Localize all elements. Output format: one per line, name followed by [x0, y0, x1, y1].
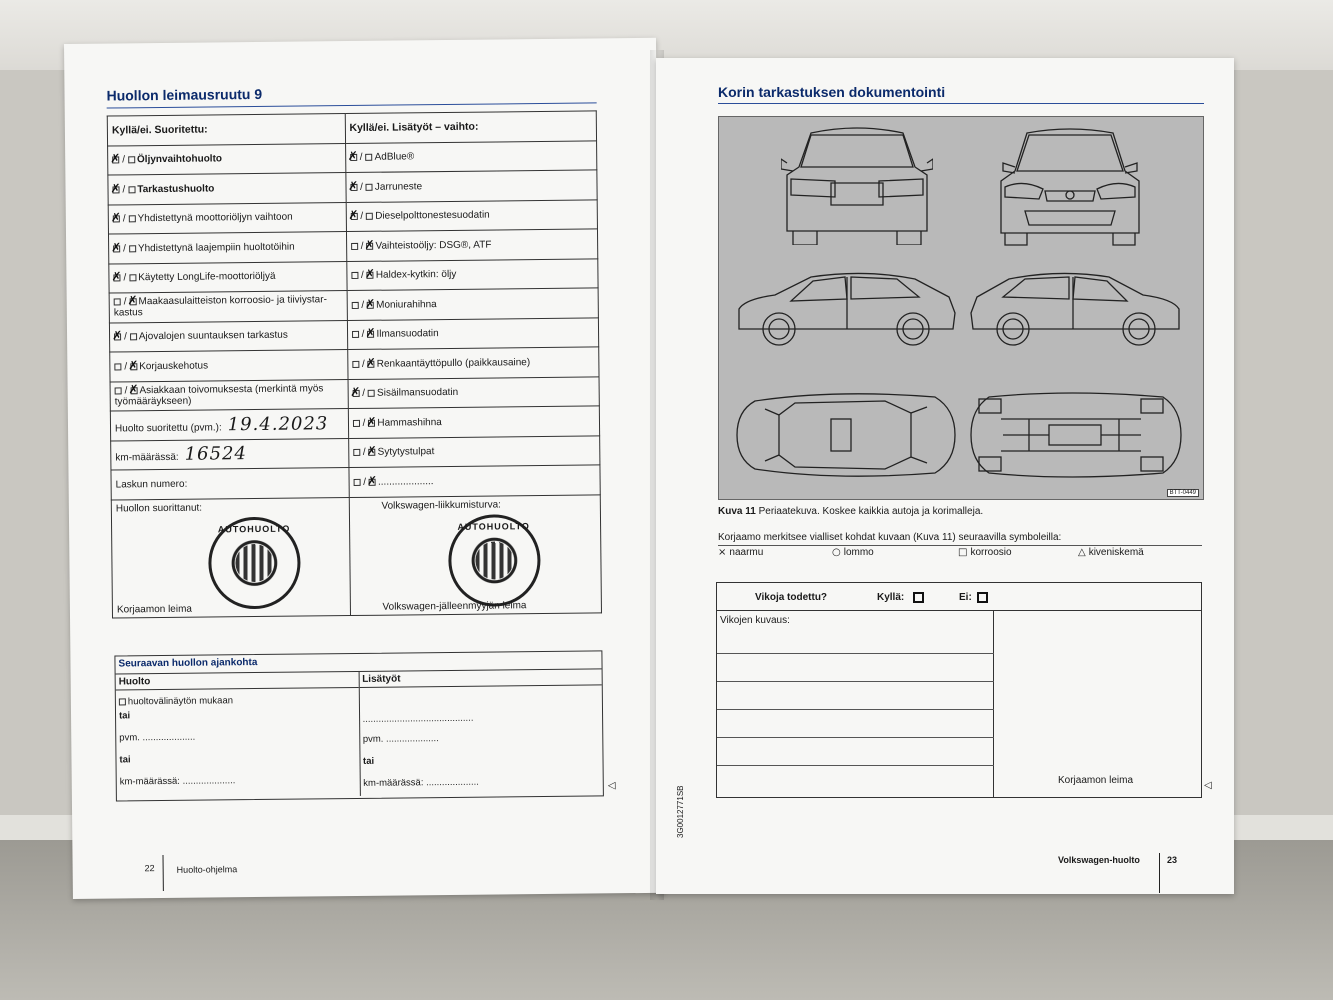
- slash-separator: /: [124, 385, 128, 397]
- footer-divider: [1159, 853, 1160, 893]
- defects-header: [717, 583, 1201, 611]
- performer-cell-label: Huollon suorittanut:: [115, 502, 203, 514]
- yes-checkbox[interactable]: [115, 387, 122, 394]
- no-checkbox[interactable]: [367, 272, 374, 279]
- traffic-cell-stamp-label: Volkswagen-jälleenmyyjän leima: [382, 599, 527, 613]
- extra-label: Moniurahihna: [376, 298, 437, 311]
- done-label: Ajovalojen suuntauksen tarkastus: [138, 329, 288, 343]
- page-title: Korin tarkastuksen dokumentointi: [718, 84, 946, 100]
- symbol-glyph-icon: △: [1078, 547, 1086, 558]
- km-field-value: 16524: [184, 443, 248, 466]
- no-checkbox[interactable]: [367, 301, 374, 308]
- writing-line: [717, 709, 994, 710]
- invoice-field[interactable]: [111, 468, 349, 500]
- no-checkbox[interactable]: [366, 154, 373, 161]
- slash-separator: /: [360, 181, 363, 193]
- figure-id: BTT-0449: [1167, 489, 1199, 497]
- extra-label: Sisäilmansuodatin: [376, 387, 459, 399]
- extra-item[interactable]: [346, 258, 598, 290]
- yes-checkbox[interactable]: [351, 272, 358, 279]
- slash-separator: /: [360, 211, 364, 223]
- extra-label: Jarruneste: [374, 181, 423, 193]
- yes-checkbox[interactable]: [112, 186, 119, 193]
- done-item[interactable]: [108, 202, 346, 234]
- yes-checkbox[interactable]: [352, 361, 359, 368]
- figure-caption: [718, 506, 983, 517]
- symbol-label: korroosio: [970, 547, 1012, 558]
- car-underbody-view[interactable]: [969, 389, 1183, 481]
- slash-separator: /: [359, 152, 363, 164]
- next-col-header: Huolto: [116, 672, 359, 691]
- writing-line: [717, 765, 994, 766]
- no-checkbox[interactable]: [366, 183, 373, 190]
- done-item[interactable]: [110, 350, 348, 382]
- extra-item[interactable]: [345, 170, 597, 202]
- no-checkbox[interactable]: [130, 363, 137, 370]
- service-date-field[interactable]: [110, 409, 348, 441]
- car-right-side-view[interactable]: [969, 269, 1183, 349]
- slash-separator: /: [123, 272, 127, 284]
- checkbox[interactable]: [119, 698, 126, 705]
- caption-label: Kuva 11: [718, 506, 756, 517]
- no-label: Ei:: [959, 592, 972, 603]
- next-page-triangle-icon: ◁: [1204, 780, 1212, 791]
- done-item[interactable]: [110, 379, 348, 411]
- slash-separator: /: [123, 243, 126, 255]
- extra-item[interactable]: [348, 406, 600, 438]
- page-number: 23: [1167, 855, 1178, 865]
- extra-item[interactable]: [347, 317, 599, 349]
- no-checkbox[interactable]: [130, 387, 137, 394]
- extra-label: Dieselpolttonestesuodatin: [375, 209, 490, 223]
- next-col-header: Lisätyöt: [359, 669, 602, 688]
- symbol-label: lommo: [843, 547, 874, 558]
- symbol-korroosio: [958, 547, 1012, 558]
- done-label: Tarkastushuolto: [137, 183, 215, 195]
- done-label: Käytetty LongLife-moottoriöljyä: [138, 271, 276, 284]
- extra-item[interactable]: [347, 347, 599, 379]
- slash-separator: /: [122, 213, 126, 225]
- car-top-view[interactable]: [735, 389, 957, 481]
- service-date-field-value: 19.4.2023: [227, 413, 329, 436]
- extra-label: Renkaantäyttöpullo (paikkausaine): [376, 356, 531, 370]
- no-checkbox[interactable]: [369, 449, 376, 456]
- workshop-stamp-label: Korjaamon leima: [1058, 775, 1134, 786]
- no-checkbox[interactable]: [368, 419, 375, 426]
- right-page: [656, 58, 1234, 894]
- stamp-row: [111, 494, 601, 617]
- slash-separator: /: [361, 329, 365, 341]
- car-front-view[interactable]: [995, 127, 1145, 247]
- no-checkbox[interactable]: [367, 331, 374, 338]
- done-label: Öljynvaihtohuolto: [136, 153, 223, 166]
- extra-label: Vaihteistoöljy: DSG®, ATF: [375, 239, 492, 252]
- writing-line: [717, 653, 994, 654]
- yes-checkbox[interactable]: [113, 275, 120, 282]
- symbol-glyph-icon: ○: [832, 547, 841, 558]
- slash-separator: /: [362, 388, 366, 400]
- done-item[interactable]: [108, 143, 346, 175]
- performer-cell[interactable]: [111, 497, 350, 617]
- yes-checkbox[interactable]: [353, 479, 360, 486]
- done-item[interactable]: [108, 173, 346, 205]
- defects-description-area[interactable]: [717, 611, 994, 797]
- symbol-kiveniskemä: [1078, 547, 1144, 558]
- yes-checkbox[interactable]: [351, 302, 358, 309]
- no-checkbox[interactable]: [368, 360, 375, 367]
- done-item[interactable]: [109, 261, 347, 293]
- writing-line: [717, 737, 994, 738]
- symbol-glyph-icon: ×: [718, 547, 727, 558]
- extra-label: Haldex-kytkin: öljy: [375, 269, 457, 281]
- date-line[interactable]: pvm. ....................: [119, 731, 196, 744]
- yes-checkbox[interactable]: [112, 157, 119, 164]
- symbol-label: naarmu: [729, 547, 764, 558]
- invoice-field-label: Laskun numero:: [115, 478, 188, 491]
- caption-text: Periaatekuva. Koskee kaikkia autoja ja korimalleja.: [758, 506, 984, 517]
- yes-checkbox[interactable]: [114, 299, 121, 306]
- slash-separator: /: [362, 447, 366, 459]
- extra-work-line[interactable]: ..........................................: [362, 712, 474, 725]
- slash-separator: /: [360, 270, 364, 282]
- autohuolto-stamp-icon: [208, 516, 301, 609]
- yes-checkbox[interactable]: [913, 592, 924, 603]
- yes-label: Kyllä:: [877, 592, 905, 603]
- extra-item[interactable]: [346, 199, 598, 231]
- done-item[interactable]: [109, 320, 347, 352]
- stamp-text: AUTOHUOLTO: [457, 520, 530, 532]
- or-label: tai: [119, 754, 131, 766]
- footer-title: Volkswagen-huolto: [1058, 855, 1140, 865]
- symbol-lommo: [832, 547, 874, 558]
- slash-separator: /: [361, 299, 365, 311]
- col-done-header: Kyllä/ei. Suoritettu:: [107, 114, 345, 146]
- yes-checkbox[interactable]: [352, 390, 359, 397]
- service-stamp-table: [107, 110, 602, 618]
- writing-line: [717, 681, 994, 682]
- done-label: Yhdistettynä moottoriöljyn vaihtoon: [137, 211, 293, 225]
- extra-item[interactable]: [347, 288, 599, 320]
- no-checkbox[interactable]: [129, 245, 136, 252]
- traffic-cell-label: Volkswagen-liikkumisturva:: [381, 498, 501, 512]
- no-checkbox[interactable]: [369, 478, 376, 485]
- extra-item[interactable]: [348, 435, 600, 467]
- extra-label: ....................: [377, 475, 434, 488]
- slash-separator: /: [361, 358, 365, 370]
- done-item[interactable]: [109, 291, 347, 323]
- slash-separator: /: [360, 240, 364, 252]
- no-checkbox[interactable]: [366, 242, 373, 249]
- yes-checkbox[interactable]: [113, 216, 120, 223]
- yes-checkbox[interactable]: [350, 154, 357, 161]
- page-number: 22: [144, 863, 155, 874]
- yes-checkbox[interactable]: [114, 334, 121, 341]
- yes-checkbox[interactable]: [352, 331, 359, 338]
- yes-checkbox[interactable]: [113, 245, 120, 252]
- stamp-text: AUTOHUOLTO: [217, 523, 291, 534]
- no-checkbox[interactable]: [128, 156, 135, 163]
- no-checkbox[interactable]: [128, 186, 135, 193]
- extra-item[interactable]: [346, 229, 598, 261]
- footer-title: Huolto-ohjelma: [176, 864, 238, 875]
- no-checkbox[interactable]: [368, 390, 375, 397]
- done-label: Korjauskehotus: [139, 360, 209, 372]
- col-extra-header: Kyllä/ei. Lisätyöt – vaihto:: [345, 111, 597, 143]
- symbol-naarmu: [718, 547, 763, 558]
- next-service-title: Seuraavan huollon ajankohta: [115, 651, 601, 674]
- yes-checkbox[interactable]: [353, 449, 360, 456]
- instruction-rule: [718, 545, 1202, 546]
- no-checkbox[interactable]: [130, 333, 137, 340]
- slash-separator: /: [123, 296, 127, 308]
- done-item[interactable]: [108, 232, 346, 264]
- extra-item[interactable]: [349, 465, 601, 497]
- no-checkbox[interactable]: [129, 274, 136, 281]
- next-service-col: [116, 672, 360, 799]
- no-checkbox[interactable]: [129, 215, 136, 222]
- symbol-glyph-icon: □: [958, 547, 968, 558]
- document-code: 3G0012771SB: [676, 785, 685, 838]
- yes-checkbox[interactable]: [114, 363, 121, 370]
- km-line[interactable]: km-määrässä: ....................: [119, 775, 236, 788]
- or-label: tai: [362, 755, 375, 767]
- yes-checkbox[interactable]: [350, 213, 357, 220]
- car-rear-view[interactable]: [781, 123, 933, 245]
- defects-label: Vikoja todettu?: [755, 592, 828, 603]
- footer-divider: [162, 855, 163, 891]
- done-label: Yhdistettynä laajempiin huoltotöihin: [137, 241, 295, 254]
- extra-item[interactable]: [348, 376, 600, 408]
- slash-separator: /: [362, 417, 366, 429]
- description-label: Vikojen kuvaus:: [720, 615, 790, 626]
- extra-label: Sytytystulpat: [377, 446, 435, 458]
- left-page: [64, 38, 665, 899]
- interval-option[interactable]: [119, 695, 233, 707]
- slash-separator: /: [124, 331, 127, 343]
- or-label: tai: [118, 710, 131, 722]
- defects-table: [716, 582, 1202, 798]
- slash-separator: /: [122, 154, 126, 166]
- service-date-field-label: Huolto suoritettu (pvm.):: [114, 422, 222, 435]
- page-title: Huollon leimausruutu 9: [106, 85, 263, 104]
- extra-label: Hammashihna: [377, 416, 442, 429]
- km-field-label: km-määrässä:: [115, 452, 179, 464]
- km-field[interactable]: [111, 438, 349, 470]
- extra-item[interactable]: [345, 140, 597, 172]
- yes-checkbox[interactable]: [351, 243, 358, 250]
- performer-cell-stamp-label: Korjaamon leima: [116, 603, 193, 615]
- title-rule: [107, 102, 597, 108]
- done-label: Maakaasulaitteiston korroosio- ja tiiviystar-kastus: [113, 294, 327, 319]
- date-line[interactable]: pvm. ....................: [362, 733, 439, 745]
- autohuolto-stamp-icon: [448, 514, 541, 607]
- no-checkbox[interactable]: [129, 298, 136, 305]
- done-label: Asiakkaan toivomuksesta (merkintä myös työmääräykseen): [114, 383, 324, 408]
- instruction-text: Korjaamo merkitsee vialliset kohdat kuvaan (Kuva 11) seuraavilla symboleilla:: [718, 532, 1062, 543]
- car-diagram[interactable]: [718, 116, 1204, 500]
- extra-label: AdBlue®: [374, 151, 415, 164]
- title-rule: [718, 103, 1204, 104]
- slash-separator: /: [124, 361, 128, 373]
- no-checkbox[interactable]: [977, 592, 988, 603]
- next-page-triangle-icon: ◁: [607, 780, 616, 792]
- extra-work-col: [358, 669, 603, 796]
- extra-label: Ilmansuodatin: [376, 328, 439, 340]
- interval-label: huoltovälinäytön mukaan: [127, 695, 234, 708]
- slash-separator: /: [122, 184, 126, 196]
- km-line[interactable]: km-määrässä: ....................: [363, 776, 479, 789]
- slash-separator: /: [363, 476, 367, 488]
- no-checkbox[interactable]: [366, 213, 373, 220]
- traffic-cell[interactable]: [349, 494, 602, 615]
- yes-checkbox[interactable]: [350, 184, 357, 191]
- symbol-label: kiveniskemä: [1088, 547, 1144, 558]
- next-service-box: [114, 650, 604, 801]
- yes-checkbox[interactable]: [353, 420, 360, 427]
- car-left-side-view[interactable]: [735, 269, 957, 349]
